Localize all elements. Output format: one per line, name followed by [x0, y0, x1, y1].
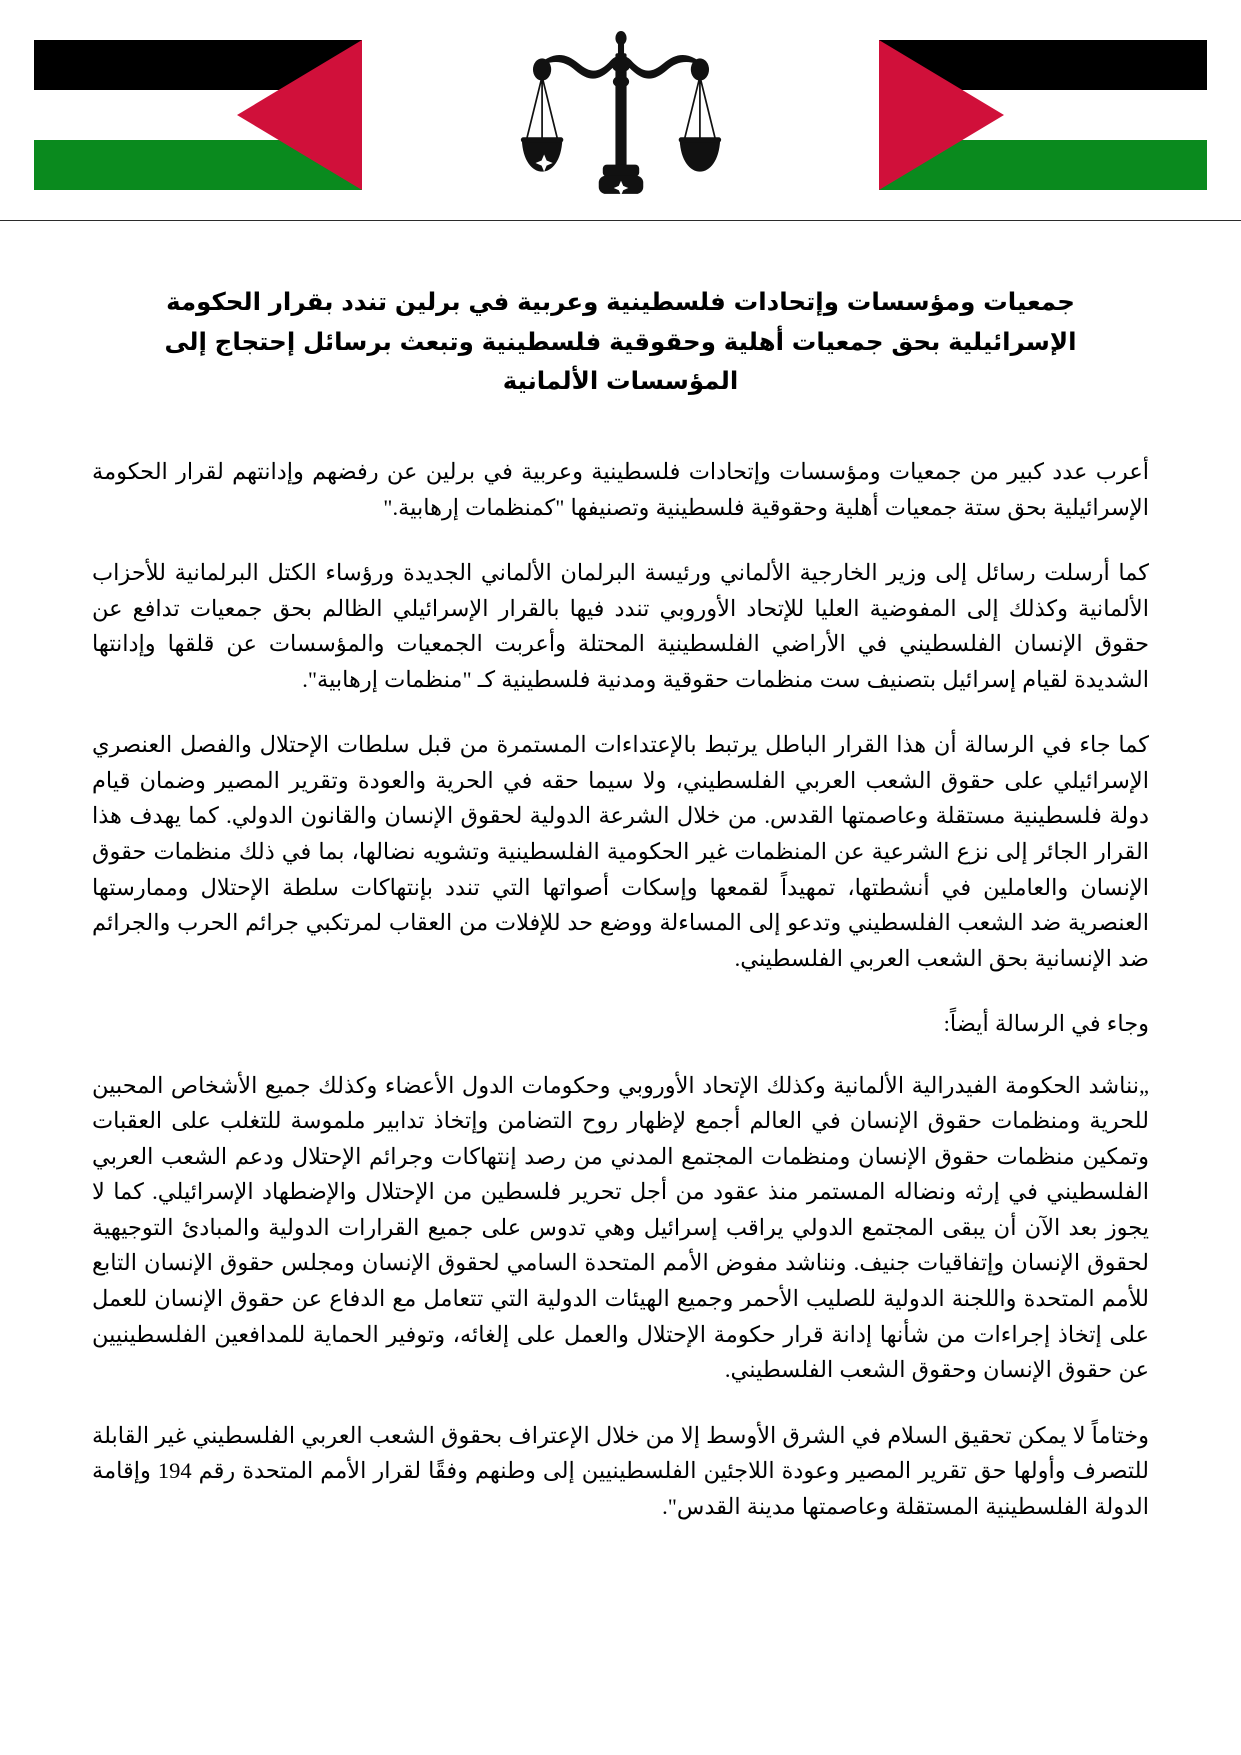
palestinian-flag-right: [34, 40, 362, 190]
scales-of-justice-icon: [506, 26, 736, 204]
flag-triangle-red: [237, 40, 362, 190]
paragraph-intro: أعرب عدد كبير من جمعيات ومؤسسات وإتحادات فلسطينية وعربية في برلين عن رفضهم وإدانتهم لقرار الحكومة الإسرائيلية بحق ستة جمعيات أهلية وحقوقية فلسطينية وتصنيفها "كمنظمات إرهابية.": [92, 459, 1150, 520]
paragraph-letter-content: كما جاء في الرسالة أن هذا القرار الباطل يرتبط بالإعتداءات المستمرة من قبل سلطات الإحتلال والفصل العنصري الإسرائيلي على حقوق الشعب العربي الفلسطيني، ولا سيما حقه في الحرية والعودة وتقرير المصير وضمان قيام دولة فلسطينية مستقلة وعاصمتها القدس. من خلال الشرعة الدولية لحقوق الإنسان والقانون الدولي. كما يهدف هذا القرار الجائر إلى نزع الشرعية عن المنظمات غير الحكومية الفلسطينية وتشويه نضالها، بما في ذلك منظمات حقوق الإنسان والعاملين في أنشطتها، تمهيداً لقمعها وإسكات أصواتها التي تندد بإنتهاكات سلطة الإحتلال وممارستها العنصرية ضد الشعب الفلسطيني وتدعو إلى المساءلة ووضع حد للإفلات من العقاب لمرتكبي جرائم الحرب والجرائم ضد الإنسانية بحق الشعب العربي الفلسطيني.: [92, 732, 1149, 971]
paragraph-conclusion: وختاماً لا يمكن تحقيق السلام في الشرق الأوسط إلا من خلال الإعتراف بحقوق الشعب العربي الفلسطيني غير القابلة للتصرف وأولها حق تقرير المصير وعودة اللاجئين الفلسطينيين إلى وطنهم وفقًا لقرار الأمم المتحدة رقم 194 وإقامة الدولة الفلسطينية المستقلة وعاصمتها مدينة القدس".: [92, 1422, 1149, 1519]
paragraph-letters-sent: كما أرسلت رسائل إلى وزير الخارجية الألماني ورئيسة البرلمان الألماني الجديدة ورؤساء الكتل البرلمانية للأحزاب الألمانية وكذلك إلى المفوضية العليا للإتحاد الأوروبي تندد فيها بالقرار الإسرائيلي الظالم بحق جمعيات تدافع عن حقوق الإنسان الفلسطيني في الأراضي الفلسطينية المحتلة وأعربت الجمعيات والمؤسسات عن قلقها وإدانتها الشديدة لقيام إسرائيل بتصنيف ست منظمات حقوقية ومدنية فلسطينية كـ "منظمات إرهابية".: [92, 560, 1149, 692]
paragraph-appeal: „نناشد الحكومة الفيدرالية الألمانية وكذلك الإتحاد الأوروبي وحكومات الدول الأعضاء وكذلك جميع الأشخاص المحبين للحرية ومنظمات حقوق الإنسان في العالم أجمع لإظهار روح التضامن وإتخاذ تدابير ملموسة للتغلب على العقبات وتمكين منظمات حقوق الإنسان ومنظمات المجتمع المدني من رصد إنتهاكات وجرائم الإحتلال ودعم الشعب العربي الفلسطيني في إرثه ونضاله المستمر منذ عقود من أجل تحرير فلسطين من الإحتلال والإضطهاد الإسرائيلي. كما لا يجوز بعد الآن أن يبقى المجتمع الدولي يراقب إسرائيل وهي تدوس على جميع القرارات الدولية والمبادئ التوجيهية لحقوق الإنسان وإتفاقيات جنيف. ونناشد مفوض الأمم المتحدة السامي لحقوق الإنسان ومجلس حقوق الإنسان التابع للأمم المتحدة واللجنة الدولية للصليب الأحمر وجميع الهيئات الدولية التي تتعامل مع الدفاع عن حقوق الإنسان للعمل على إتخاذ إجراءات من شأنها إدانة قرار حكومة الإحتلال والعمل على إلغائه، وتوفير الحماية للمدافعين الفلسطينيين عن حقوق الإنسان وحقوق الشعب الفلسطيني.: [92, 1072, 1149, 1383]
paragraph-also-in-letter: وجاء في الرسالة أيضاً:: [943, 1011, 1149, 1037]
document-masthead: [0, 0, 1241, 210]
document-body: [0, 221, 1241, 1614]
palestinian-flag-left: [879, 40, 1207, 190]
page-title: جمعيات ومؤسسات وإتحادات فلسطينية وعربية في برلين تندد بقرار الحكومة الإسرائيلية بحق جمعيات أهلية وحقوقية فلسطينية وتبعث برسائل إحتجاج إلى المؤسسات الألمانية: [164, 289, 1077, 396]
flag-triangle-red: [879, 40, 1004, 190]
